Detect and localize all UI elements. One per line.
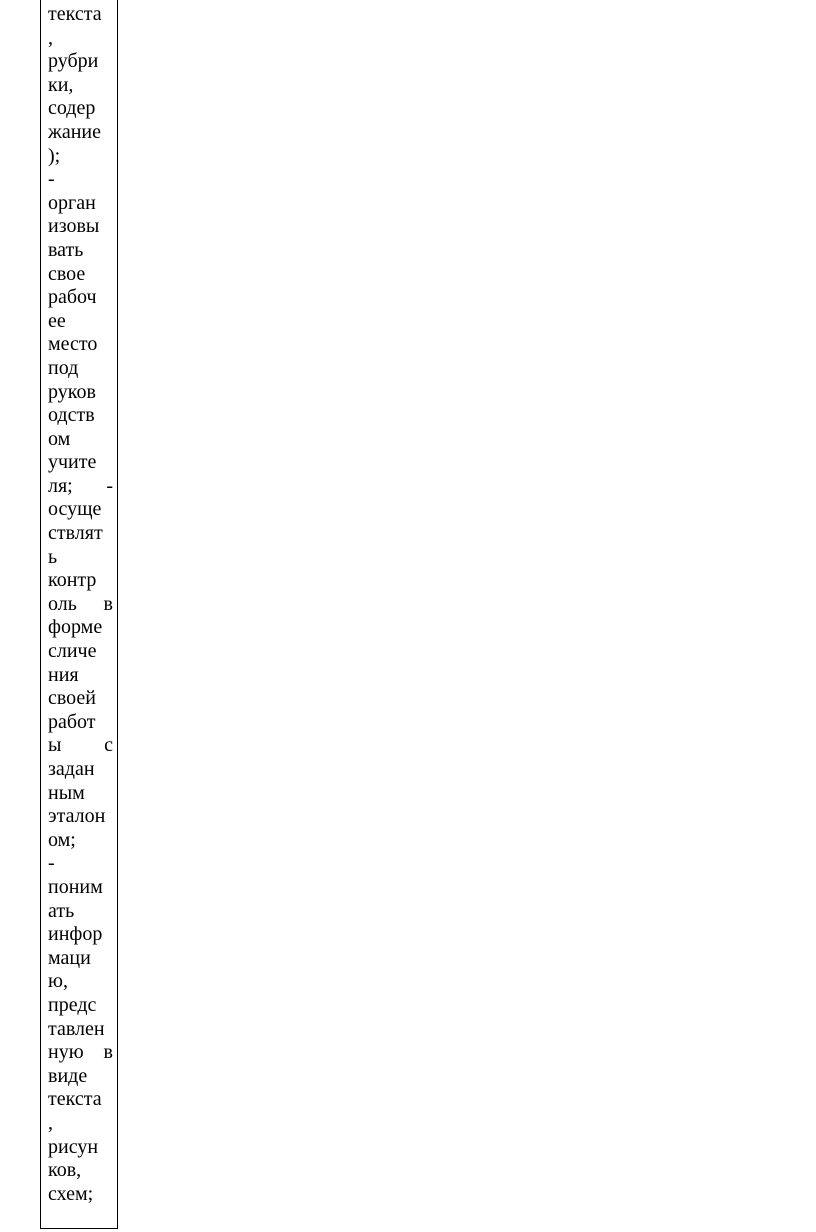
text-line: -	[48, 852, 55, 875]
text-line: свое	[48, 262, 86, 285]
text-line: работ	[48, 710, 96, 733]
text-word: ы	[48, 734, 62, 757]
text-line: осуще	[48, 498, 102, 521]
text-line: инфор	[48, 923, 103, 946]
text-line: место	[48, 333, 98, 356]
text-line: своей	[48, 687, 97, 710]
text-line: тавлен	[48, 1017, 105, 1040]
cell-text	[48, 3, 113, 1206]
text-word: ля;	[48, 474, 73, 497]
text-line	[48, 475, 113, 499]
text-line: -	[48, 168, 55, 191]
text-line: ным	[48, 781, 85, 804]
text-line: ее	[48, 309, 66, 332]
text-line: );	[48, 144, 61, 167]
text-line: виде	[48, 1064, 88, 1087]
text-word: с	[104, 734, 113, 757]
text-line: руков	[48, 380, 96, 403]
text-word: в	[103, 1041, 113, 1064]
text-line: ствлят	[48, 522, 103, 545]
text-line: рисун	[48, 1135, 99, 1158]
text-line: ков,	[48, 1159, 82, 1182]
text-line: ,	[48, 26, 53, 49]
text-line: содер	[48, 97, 96, 120]
text-line: контр	[48, 569, 97, 592]
text-line: задан	[48, 758, 95, 780]
text-line: ом;	[48, 828, 76, 851]
text-line: предс	[48, 993, 97, 1016]
text-word: -	[106, 474, 113, 497]
text-line: поним	[48, 875, 103, 898]
text-line: вать	[48, 238, 84, 261]
table-cell	[40, 0, 118, 1229]
text-line: текста	[48, 3, 102, 25]
text-line: учите	[48, 451, 97, 474]
text-word: оль	[48, 592, 77, 615]
text-line: ния	[48, 663, 79, 686]
text-line: одств	[48, 404, 95, 427]
text-line: изовы	[48, 215, 100, 238]
text-line: текста	[48, 1088, 102, 1111]
text-line: рубри	[48, 50, 99, 73]
text-line: орган	[48, 191, 96, 214]
text-line: жание	[48, 120, 101, 143]
text-line: маци	[48, 946, 91, 969]
text-line: сличе	[48, 640, 97, 663]
text-line: ать	[48, 899, 75, 922]
text-line: рабоч	[48, 286, 97, 309]
text-line: ю,	[48, 970, 68, 993]
text-line: ь	[48, 545, 58, 568]
text-word: ную	[48, 1041, 84, 1064]
text-line	[48, 734, 113, 758]
text-line	[48, 593, 113, 617]
text-line: под	[48, 356, 79, 379]
text-line: ки,	[48, 73, 74, 96]
text-line: ,	[48, 1111, 53, 1134]
text-line: форме	[48, 616, 103, 639]
text-word: в	[103, 592, 113, 615]
text-line: эталон	[48, 805, 106, 828]
text-line: схем;	[48, 1182, 94, 1205]
text-line: ом	[48, 427, 71, 450]
text-line	[48, 1041, 113, 1065]
